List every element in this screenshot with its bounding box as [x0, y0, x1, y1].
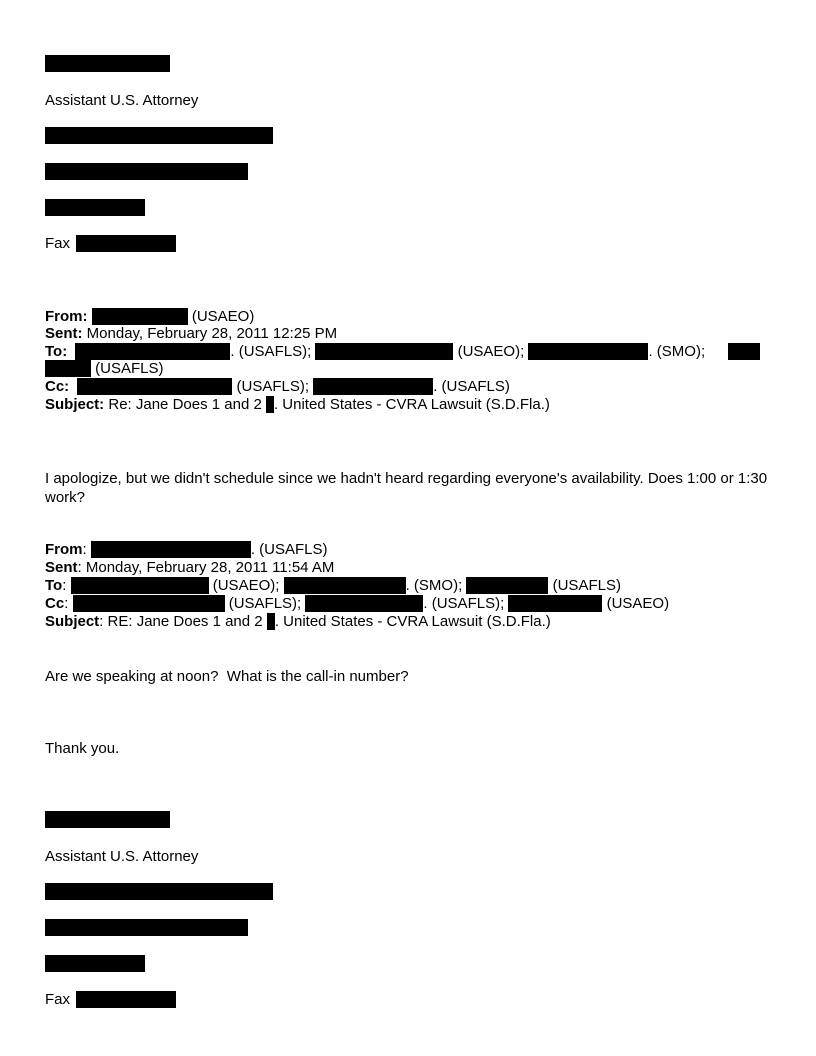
email-body-1: I apologize, but we didn't schedule since we hadn't heard regarding everyone's availability. Does 1:00 or 1:30 work? — [45, 470, 768, 506]
redacted-v — [267, 613, 275, 630]
redacted-cc-recipient — [305, 595, 423, 612]
to-org: . (SMO); — [648, 343, 706, 360]
subject-line: Subject: RE: Jane Does 1 and 2 . United States - CVRA Lawsuit (S.D.Fla.) — [45, 613, 551, 630]
to-label: To: — [45, 343, 68, 360]
sent-value: Monday, February 28, 2011 12:25 PM — [86, 325, 338, 342]
subject-text: Re: Jane Does 1 and 2 — [108, 396, 262, 413]
subject-text: RE: Jane Does 1 and 2 — [107, 613, 263, 630]
subject-text-rest: . United States - CVRA Lawsuit (S.D.Fla.) — [273, 396, 550, 413]
redacted-fax-number — [76, 235, 176, 252]
redacted-recipient — [528, 343, 648, 360]
redacted-recipient — [284, 577, 406, 594]
to-line — [45, 343, 705, 360]
redacted-name — [45, 55, 170, 72]
sent-line — [45, 325, 337, 342]
signature-title: Assistant U.S. Attorney — [45, 848, 199, 865]
fax-label: Fax — [45, 235, 71, 252]
sent-line: Sent: Monday, February 28, 2011 11:54 AM — [45, 559, 335, 576]
redacted-recipient — [728, 343, 760, 360]
to-org: (USAEO); — [212, 577, 280, 594]
email-body-2-line-1: Are we speaking at noon? What is the call-in number? — [45, 668, 409, 685]
cc-label: Cc: — [45, 378, 70, 395]
cc-org: . (USAFLS); — [423, 595, 505, 612]
redacted-fax-number — [76, 991, 176, 1008]
redacted-phone — [45, 955, 145, 972]
from-label: From — [45, 541, 83, 558]
sent-label: Sent — [45, 559, 78, 576]
redacted-recipient — [466, 577, 548, 594]
redacted-sender — [91, 541, 251, 558]
to-line-cont — [45, 360, 164, 377]
redacted-cc-recipient — [73, 595, 225, 612]
sent-label: Sent: — [45, 325, 83, 342]
signature-title: Assistant U.S. Attorney — [45, 92, 199, 109]
cc-label: Cc — [45, 595, 65, 612]
redacted-recipient — [75, 343, 230, 360]
redacted-phone — [45, 199, 145, 216]
cc-line: Cc: (USAFLS); . (USAFLS); (USAEO) — [45, 595, 670, 612]
cc-org: (USAEO) — [606, 595, 670, 612]
to-org: . (SMO); — [405, 577, 463, 594]
cc-line — [45, 378, 510, 395]
subject-line — [45, 396, 550, 413]
redacted-name — [45, 811, 170, 828]
redacted-address-line — [45, 127, 273, 144]
redacted-address-line — [45, 919, 248, 936]
cc-org: (USAFLS); — [236, 378, 310, 395]
to-label: To — [45, 577, 63, 594]
redacted-address-line — [45, 163, 248, 180]
redacted-recipient — [71, 577, 209, 594]
from-org: . (USAFLS) — [250, 541, 328, 558]
redacted-recipient — [315, 343, 453, 360]
redacted-cc-recipient — [313, 378, 433, 395]
sent-value: Monday, February 28, 2011 11:54 AM — [85, 559, 335, 576]
email-body-2-line-2: Thank you. — [45, 740, 120, 757]
redacted-address-line — [45, 883, 273, 900]
subject-label: Subject — [45, 613, 100, 630]
from-line — [45, 308, 254, 325]
to-org: (USAFLS) — [552, 577, 621, 594]
redacted-sender — [92, 308, 188, 325]
to-org: (USAFLS) — [95, 360, 164, 377]
from-org: (USAEO) — [191, 308, 255, 325]
cc-org: . (USAFLS) — [433, 378, 510, 395]
redacted-recipient — [45, 360, 91, 377]
subject-label: Subject: — [45, 396, 105, 413]
fax-label: Fax — [45, 991, 71, 1008]
from-line: From: . (USAFLS) — [45, 541, 328, 558]
to-org: . (USAFLS); — [230, 343, 312, 360]
to-org: (USAEO); — [457, 343, 525, 360]
cc-org: (USAFLS); — [228, 595, 302, 612]
subject-text-rest: . United States - CVRA Lawsuit (S.D.Fla.) — [274, 613, 551, 630]
from-label: From: — [45, 308, 88, 325]
to-line: To: (USAEO); . (SMO); (USAFLS) — [45, 577, 621, 594]
redacted-v — [266, 396, 274, 413]
redacted-cc-recipient — [77, 378, 232, 395]
redacted-cc-recipient — [508, 595, 602, 612]
